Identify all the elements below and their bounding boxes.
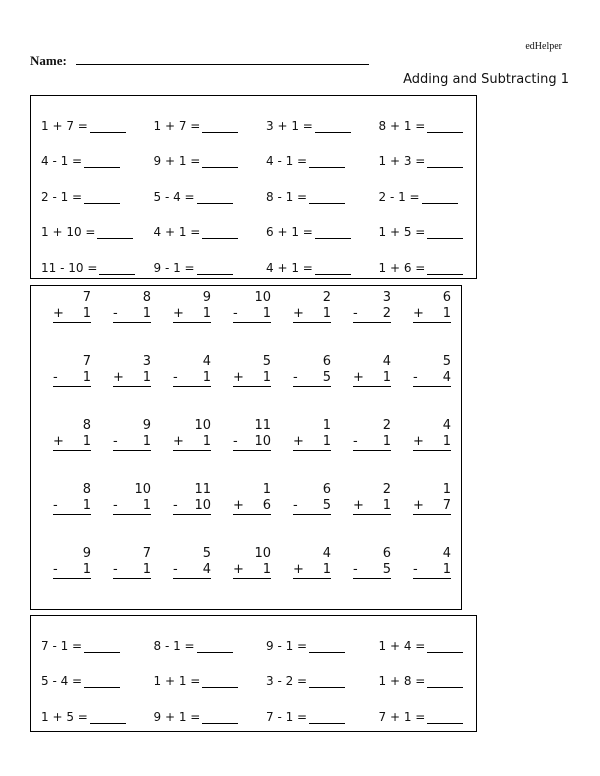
- problem-text: 7 - 1 =: [41, 638, 83, 653]
- problem-item: [379, 225, 492, 239]
- problem-text: 8 - 1 =: [153, 638, 195, 653]
- answer-blank[interactable]: [97, 226, 133, 239]
- top-number: 3: [142, 354, 151, 369]
- operator-line: [233, 498, 271, 515]
- problem-text: 5 - 4 =: [153, 189, 195, 204]
- problem-item: [41, 261, 154, 275]
- vertical-problem[interactable]: [391, 482, 451, 546]
- top-number: 6: [322, 354, 331, 369]
- top-number: 2: [382, 482, 391, 497]
- problem-item: [266, 261, 379, 275]
- problem-text: 1 + 3 =: [378, 154, 426, 169]
- top-number: 4: [382, 354, 391, 369]
- top-number: 6: [382, 546, 391, 561]
- top-number: 8: [82, 418, 91, 433]
- problem-text: 1 + 4 =: [378, 638, 426, 653]
- vertical-problem[interactable]: [91, 546, 151, 610]
- answer-blank[interactable]: [309, 711, 345, 724]
- top-number: 4: [442, 418, 451, 433]
- problem-item: [379, 261, 492, 275]
- vertical-problem[interactable]: [31, 290, 91, 354]
- bottom-number: 6: [262, 498, 271, 513]
- operator-line: [113, 306, 151, 323]
- problem-item: [154, 190, 267, 204]
- answer-blank[interactable]: [84, 191, 120, 204]
- problem-row: [41, 664, 491, 700]
- bottom-number: 1: [442, 434, 451, 449]
- top-number: 2: [322, 290, 331, 305]
- answer-blank[interactable]: [315, 226, 351, 239]
- vertical-problem[interactable]: [91, 354, 151, 418]
- top-number: 11: [194, 482, 211, 497]
- problem-item: [154, 639, 267, 653]
- answer-blank[interactable]: [427, 640, 463, 653]
- answer-blank[interactable]: [309, 191, 345, 204]
- top-number: 5: [202, 546, 211, 561]
- problem-text: 1 + 7 =: [153, 118, 201, 133]
- operator-line: [173, 306, 211, 323]
- operator-line: [293, 498, 331, 515]
- answer-blank[interactable]: [202, 711, 238, 724]
- answer-blank[interactable]: [84, 675, 120, 688]
- bottom-number: 1: [202, 370, 211, 385]
- problem-text: 3 - 2 =: [266, 674, 308, 689]
- bottom-number: 1: [442, 306, 451, 321]
- vertical-problem[interactable]: [211, 546, 271, 610]
- top-number: 1: [442, 482, 451, 497]
- operator: -: [53, 498, 58, 513]
- problem-text: 4 - 1 =: [41, 154, 83, 169]
- problem-row: [41, 628, 491, 664]
- operator: -: [293, 498, 298, 513]
- problem-text: 4 - 1 =: [266, 154, 308, 169]
- top-number: 8: [142, 290, 151, 305]
- bottom-number: 1: [322, 306, 331, 321]
- top-number: 9: [82, 546, 91, 561]
- operator: +: [233, 370, 244, 385]
- problem-text: 2 - 1 =: [41, 189, 83, 204]
- top-number: 2: [382, 418, 391, 433]
- answer-blank[interactable]: [84, 640, 120, 653]
- operator-line: [173, 370, 211, 387]
- operator-line: [353, 498, 391, 515]
- problem-text: 8 + 1 =: [378, 118, 426, 133]
- top-number: 10: [254, 546, 271, 561]
- problem-text: 1 + 5 =: [378, 225, 426, 240]
- operator: +: [233, 562, 244, 577]
- bottom-number: 5: [322, 498, 331, 513]
- bottom-number: 1: [442, 562, 451, 577]
- problem-item: [41, 190, 154, 204]
- bottom-number: 1: [322, 562, 331, 577]
- operator: -: [293, 370, 298, 385]
- answer-blank[interactable]: [99, 262, 135, 275]
- vertical-problem[interactable]: [391, 418, 451, 482]
- operator: -: [113, 498, 118, 513]
- answer-blank[interactable]: [427, 120, 463, 133]
- vertical-problem-row: [31, 290, 451, 354]
- problem-item: [266, 639, 379, 653]
- operator-line: [293, 434, 331, 451]
- bottom-number: 1: [142, 306, 151, 321]
- problem-row: [41, 108, 491, 144]
- problem-item: [41, 225, 154, 239]
- problem-text: 1 + 8 =: [378, 674, 426, 689]
- vertical-problem[interactable]: [391, 546, 451, 610]
- bottom-number: 1: [142, 370, 151, 385]
- bottom-number: 2: [382, 306, 391, 321]
- vertical-problem-row: [31, 482, 451, 546]
- name-line[interactable]: [76, 64, 369, 65]
- operator-line: [413, 306, 451, 323]
- top-number: 1: [262, 482, 271, 497]
- vertical-problem[interactable]: [331, 354, 391, 418]
- operator: -: [233, 434, 238, 449]
- vertical-problem[interactable]: [271, 290, 331, 354]
- answer-blank[interactable]: [427, 711, 463, 724]
- problem-text: 1 + 5 =: [41, 709, 88, 724]
- operator-line: [413, 370, 451, 387]
- problem-item: [379, 710, 492, 724]
- vertical-problem[interactable]: [331, 418, 391, 482]
- problem-grid: [41, 96, 491, 286]
- operator-line: [173, 562, 211, 579]
- operator-line: [53, 434, 91, 451]
- answer-blank[interactable]: [427, 262, 463, 275]
- operator: +: [413, 434, 424, 449]
- operator: +: [353, 370, 364, 385]
- bottom-number: 1: [82, 498, 91, 513]
- vertical-problem[interactable]: [91, 290, 151, 354]
- problem-row: [41, 215, 491, 251]
- answer-blank[interactable]: [427, 155, 463, 168]
- problem-text: 1 + 6 =: [378, 260, 426, 275]
- answer-blank[interactable]: [202, 226, 238, 239]
- operator-line: [233, 434, 271, 451]
- vertical-problem[interactable]: [31, 546, 91, 610]
- answer-blank[interactable]: [202, 675, 238, 688]
- vertical-problem[interactable]: [151, 290, 211, 354]
- problem-text: 1 + 1 =: [153, 674, 201, 689]
- operator: -: [173, 370, 178, 385]
- operator-line: [53, 306, 91, 323]
- top-number: 7: [82, 354, 91, 369]
- operator: +: [53, 306, 64, 321]
- operator: -: [233, 306, 238, 321]
- operator: -: [113, 306, 118, 321]
- brand-label: edHelper: [525, 41, 562, 52]
- operator: +: [293, 306, 304, 321]
- problem-item: [379, 154, 492, 168]
- bottom-number: 1: [262, 306, 271, 321]
- operator-line: [233, 370, 271, 387]
- operator: +: [293, 434, 304, 449]
- problem-text: 4 + 1 =: [266, 260, 313, 275]
- problem-text: 11 - 10 =: [41, 260, 98, 275]
- vertical-problem[interactable]: [31, 482, 91, 546]
- horizontal-problems-top: [30, 95, 477, 279]
- vertical-problem[interactable]: [31, 354, 91, 418]
- vertical-problem[interactable]: [271, 354, 331, 418]
- operator: +: [293, 562, 304, 577]
- problem-text: 8 - 1 =: [266, 189, 308, 204]
- operator-line: [113, 498, 151, 515]
- problem-text: 9 - 1 =: [266, 638, 308, 653]
- problem-item: [266, 154, 379, 168]
- operator-line: [413, 562, 451, 579]
- vertical-problem[interactable]: [391, 290, 451, 354]
- operator-line: [53, 370, 91, 387]
- operator: +: [413, 306, 424, 321]
- problem-text: 3 + 1 =: [266, 118, 313, 133]
- problem-item: [266, 710, 379, 724]
- operator: -: [353, 306, 358, 321]
- top-number: 8: [82, 482, 91, 497]
- operator: -: [413, 562, 418, 577]
- problem-row: [41, 144, 491, 180]
- problem-text: 2 - 1 =: [378, 189, 420, 204]
- vertical-problem[interactable]: [31, 418, 91, 482]
- problem-text: 7 - 1 =: [266, 709, 308, 724]
- bottom-number: 1: [382, 434, 391, 449]
- operator: -: [53, 562, 58, 577]
- vertical-problem[interactable]: [91, 482, 151, 546]
- vertical-problem[interactable]: [391, 354, 451, 418]
- top-number: 6: [442, 290, 451, 305]
- operator-line: [233, 306, 271, 323]
- answer-blank[interactable]: [427, 675, 463, 688]
- bottom-number: 1: [82, 306, 91, 321]
- operator: -: [53, 370, 58, 385]
- problem-item: [41, 154, 154, 168]
- top-number: 4: [322, 546, 331, 561]
- answer-blank[interactable]: [309, 675, 345, 688]
- operator-line: [53, 562, 91, 579]
- operator-line: [353, 370, 391, 387]
- answer-blank[interactable]: [309, 155, 345, 168]
- operator-line: [353, 562, 391, 579]
- operator-line: [353, 306, 391, 323]
- top-number: 11: [254, 418, 271, 433]
- problem-item: [41, 119, 154, 133]
- bottom-number: 1: [382, 498, 391, 513]
- top-number: 10: [134, 482, 151, 497]
- vertical-problem[interactable]: [151, 546, 211, 610]
- problem-item: [379, 639, 492, 653]
- vertical-problem-row: [31, 418, 451, 482]
- problem-item: [266, 190, 379, 204]
- bottom-number: 1: [142, 562, 151, 577]
- bottom-number: 10: [194, 498, 211, 513]
- problem-item: [154, 674, 267, 688]
- problem-text: 7 + 1 =: [378, 709, 426, 724]
- problem-item: [379, 190, 492, 204]
- bottom-number: 1: [202, 434, 211, 449]
- problem-item: [379, 119, 492, 133]
- top-number: 4: [202, 354, 211, 369]
- vertical-problem[interactable]: [211, 418, 271, 482]
- problem-item: [266, 225, 379, 239]
- top-number: 1: [322, 418, 331, 433]
- vertical-problem-grid: [31, 286, 451, 610]
- bottom-number: 1: [142, 434, 151, 449]
- problem-text: 9 - 1 =: [153, 260, 195, 275]
- vertical-problem[interactable]: [211, 482, 271, 546]
- horizontal-problems-bottom: [30, 615, 477, 732]
- vertical-problem-row: [31, 546, 451, 610]
- problem-item: [154, 710, 267, 724]
- vertical-problem[interactable]: [271, 418, 331, 482]
- operator-line: [293, 306, 331, 323]
- problem-item: [266, 119, 379, 133]
- problem-item: [379, 674, 492, 688]
- answer-blank[interactable]: [197, 640, 233, 653]
- operator: -: [353, 434, 358, 449]
- answer-blank[interactable]: [202, 120, 238, 133]
- problem-text: 9 + 1 =: [153, 709, 201, 724]
- operator-line: [413, 434, 451, 451]
- answer-blank[interactable]: [90, 711, 126, 724]
- answer-blank[interactable]: [197, 191, 233, 204]
- worksheet-title: Adding and Subtracting 1: [403, 72, 569, 87]
- answer-blank[interactable]: [427, 226, 463, 239]
- bottom-number: 1: [322, 434, 331, 449]
- bottom-number: 1: [82, 434, 91, 449]
- operator: +: [113, 370, 124, 385]
- problem-text: 1 + 10 =: [41, 225, 96, 240]
- operator-line: [233, 562, 271, 579]
- name-label: Name:: [30, 53, 67, 68]
- answer-blank[interactable]: [202, 155, 238, 168]
- vertical-problem[interactable]: [331, 482, 391, 546]
- answer-blank[interactable]: [197, 262, 233, 275]
- problem-text: 6 + 1 =: [266, 225, 313, 240]
- problem-item: [41, 639, 154, 653]
- vertical-problem[interactable]: [211, 290, 271, 354]
- problem-text: 1 + 7 =: [41, 118, 88, 133]
- operator: -: [413, 370, 418, 385]
- bottom-number: 10: [254, 434, 271, 449]
- problem-item: [154, 119, 267, 133]
- vertical-problem-row: [31, 354, 451, 418]
- answer-blank[interactable]: [422, 191, 458, 204]
- top-number: 7: [142, 546, 151, 561]
- top-number: 9: [142, 418, 151, 433]
- problem-row: [41, 250, 491, 286]
- top-number: 7: [82, 290, 91, 305]
- operator: +: [353, 498, 364, 513]
- top-number: 10: [254, 290, 271, 305]
- problem-item: [41, 710, 154, 724]
- top-number: 9: [202, 290, 211, 305]
- problem-grid: [41, 616, 491, 735]
- bottom-number: 4: [202, 562, 211, 577]
- operator-line: [113, 434, 151, 451]
- operator: +: [413, 498, 424, 513]
- name-field[interactable]: [30, 53, 370, 67]
- problem-item: [266, 674, 379, 688]
- vertical-problem[interactable]: [151, 354, 211, 418]
- answer-blank[interactable]: [315, 262, 351, 275]
- bottom-number: 4: [442, 370, 451, 385]
- top-number: 4: [442, 546, 451, 561]
- operator-line: [113, 370, 151, 387]
- vertical-problems: [30, 285, 462, 610]
- top-number: 3: [382, 290, 391, 305]
- answer-blank[interactable]: [309, 640, 345, 653]
- vertical-problem[interactable]: [151, 482, 211, 546]
- problem-text: 4 + 1 =: [153, 225, 201, 240]
- problem-item: [154, 225, 267, 239]
- vertical-problem[interactable]: [151, 418, 211, 482]
- operator-line: [173, 434, 211, 451]
- problem-text: 5 - 4 =: [41, 674, 83, 689]
- vertical-problem[interactable]: [271, 546, 331, 610]
- operator: +: [233, 498, 244, 513]
- operator-line: [293, 562, 331, 579]
- operator-line: [173, 498, 211, 515]
- top-number: 10: [194, 418, 211, 433]
- operator-line: [113, 562, 151, 579]
- top-number: 6: [322, 482, 331, 497]
- answer-blank[interactable]: [90, 120, 126, 133]
- vertical-problem[interactable]: [331, 546, 391, 610]
- operator: -: [113, 434, 118, 449]
- answer-blank[interactable]: [84, 155, 120, 168]
- operator-line: [53, 498, 91, 515]
- operator: -: [173, 562, 178, 577]
- vertical-problem[interactable]: [211, 354, 271, 418]
- operator: -: [113, 562, 118, 577]
- problem-item: [154, 154, 267, 168]
- bottom-number: 1: [142, 498, 151, 513]
- bottom-number: 1: [382, 370, 391, 385]
- operator: -: [173, 498, 178, 513]
- problem-row: [41, 699, 491, 735]
- operator: +: [173, 306, 184, 321]
- bottom-number: 1: [82, 562, 91, 577]
- vertical-problem[interactable]: [331, 290, 391, 354]
- problem-item: [41, 674, 154, 688]
- bottom-number: 1: [82, 370, 91, 385]
- operator: +: [53, 434, 64, 449]
- operator-line: [293, 370, 331, 387]
- top-number: 5: [262, 354, 271, 369]
- problem-item: [154, 261, 267, 275]
- problem-text: 9 + 1 =: [153, 154, 201, 169]
- bottom-number: 5: [322, 370, 331, 385]
- operator-line: [413, 498, 451, 515]
- bottom-number: 7: [442, 498, 451, 513]
- bottom-number: 1: [262, 562, 271, 577]
- operator-line: [353, 434, 391, 451]
- operator: -: [353, 562, 358, 577]
- answer-blank[interactable]: [315, 120, 351, 133]
- bottom-number: 1: [262, 370, 271, 385]
- top-number: 5: [442, 354, 451, 369]
- bottom-number: 1: [202, 306, 211, 321]
- operator: +: [173, 434, 184, 449]
- vertical-problem[interactable]: [91, 418, 151, 482]
- bottom-number: 5: [382, 562, 391, 577]
- problem-row: [41, 179, 491, 215]
- vertical-problem[interactable]: [271, 482, 331, 546]
